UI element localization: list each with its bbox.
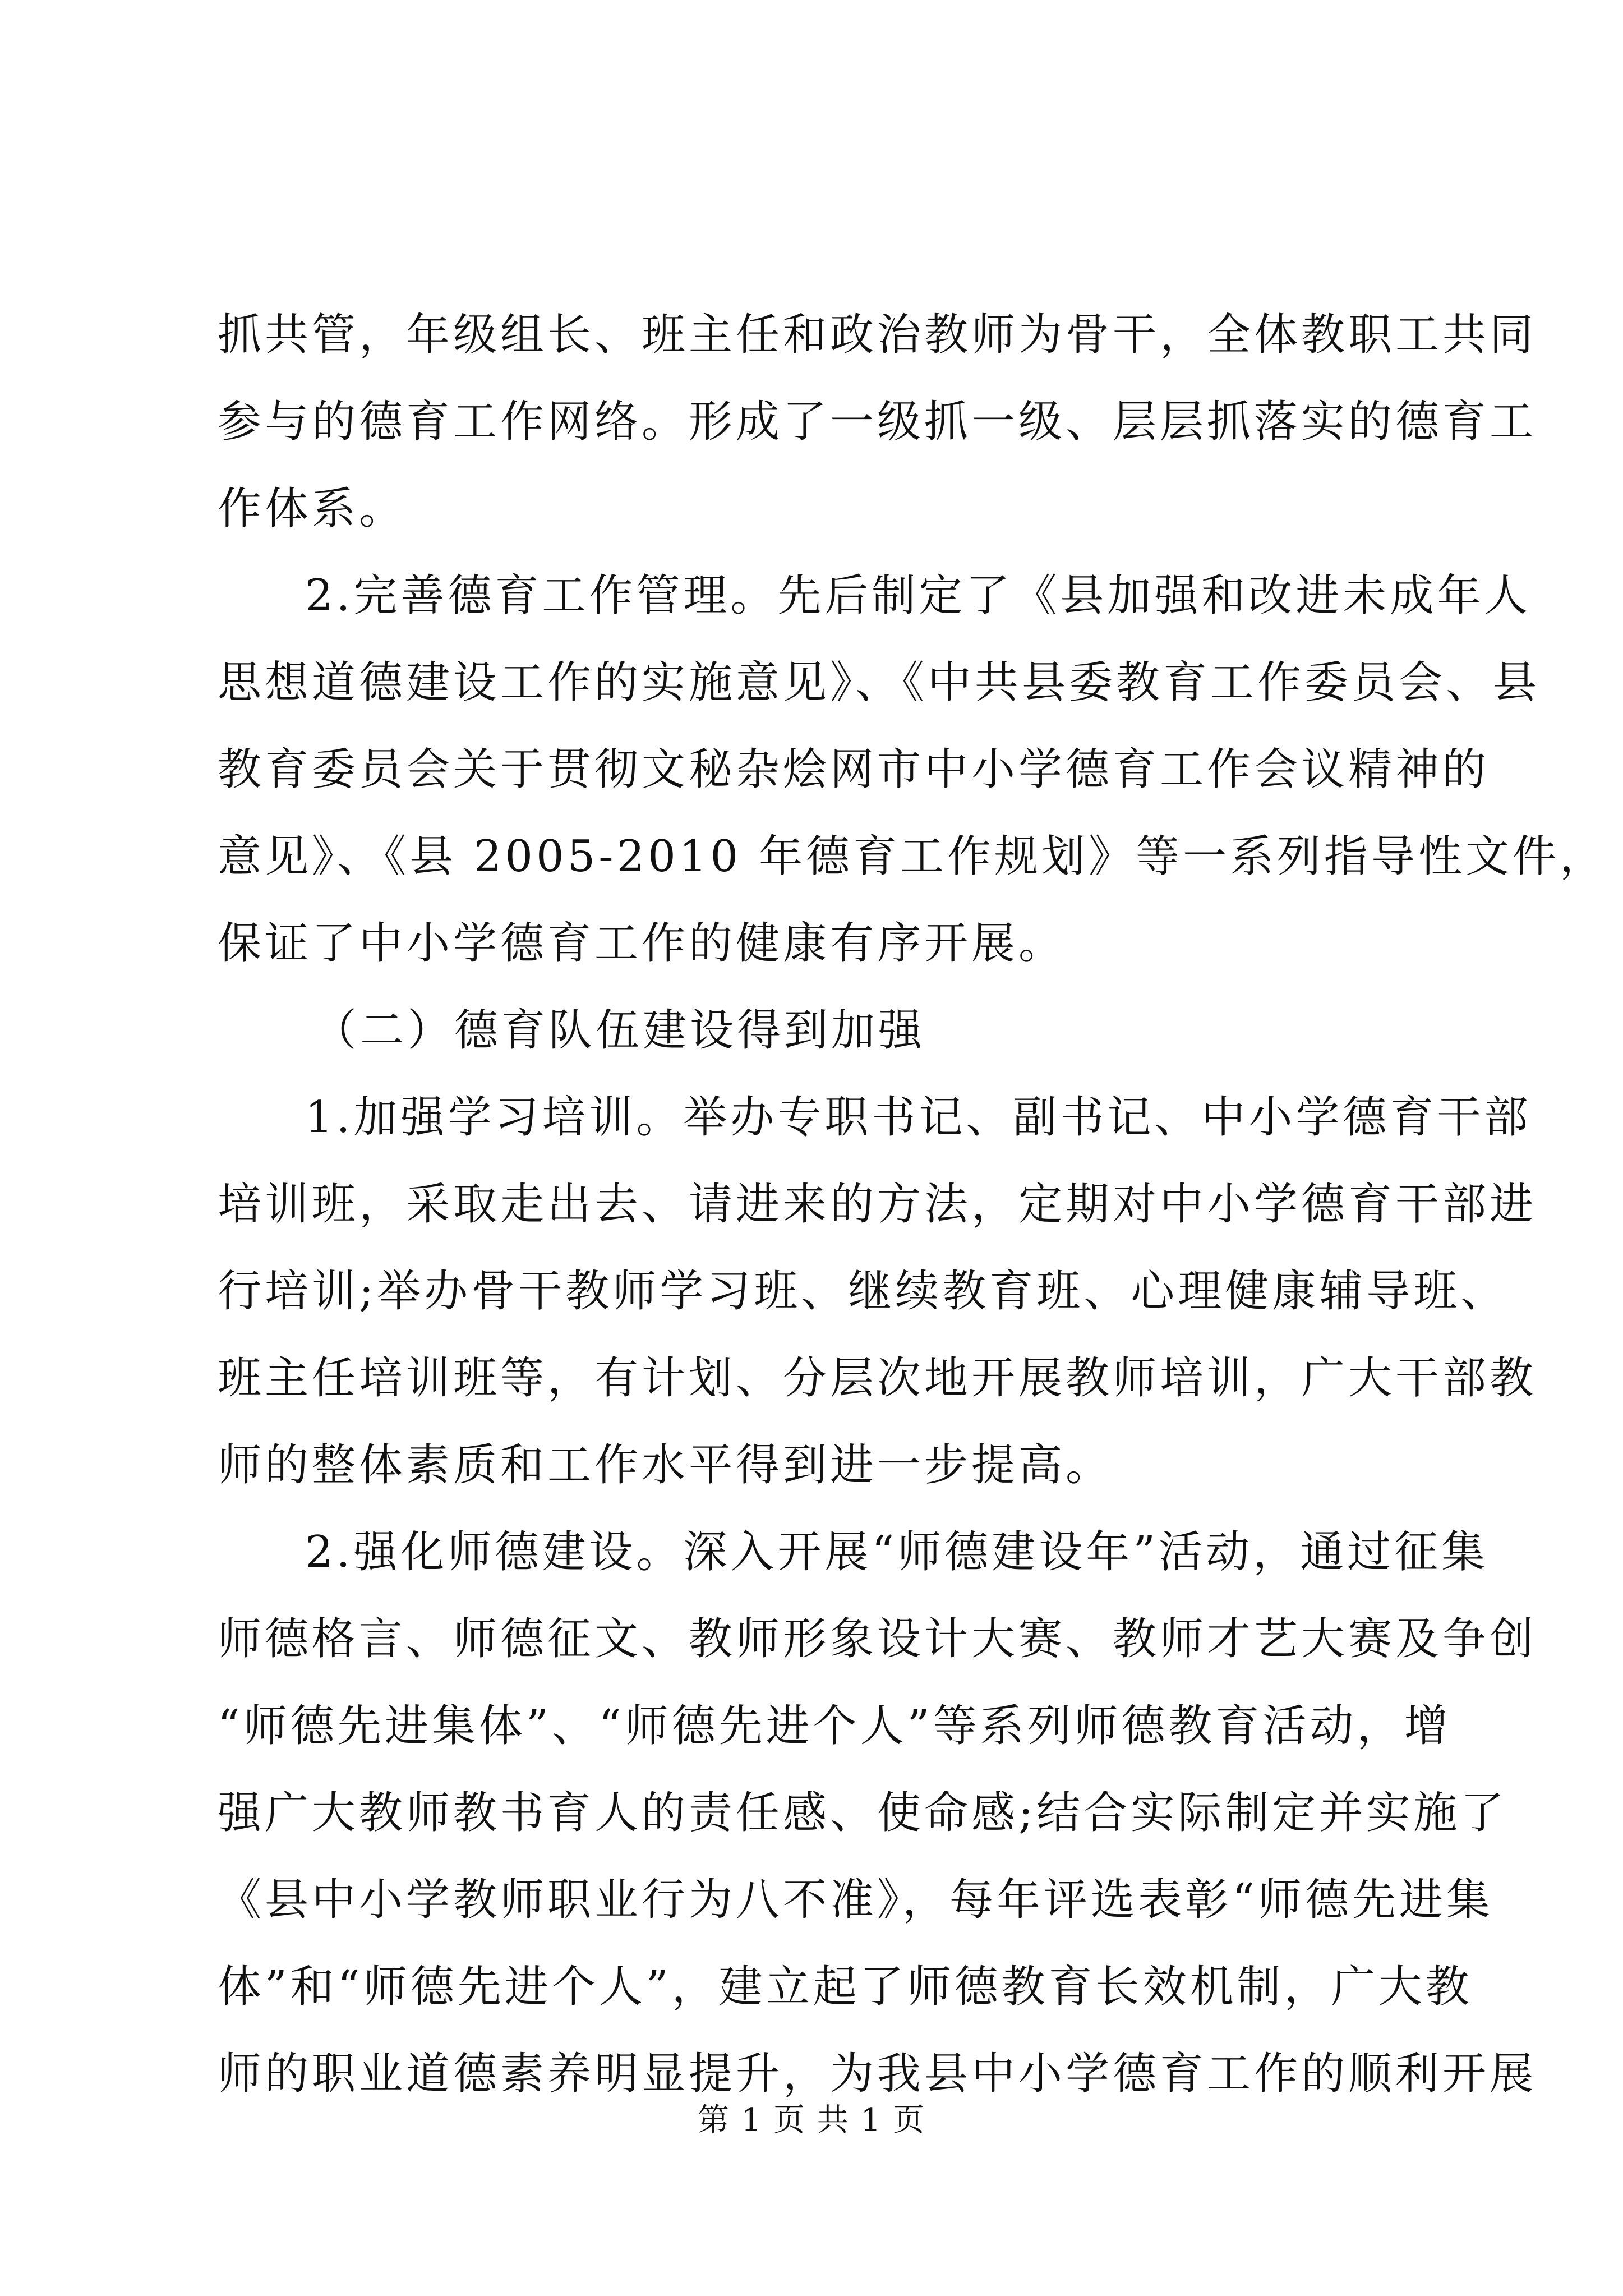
body-line-6: 教育委员会关于贯彻文秘杂烩网市中小学德育工作会议精神的	[218, 744, 1490, 795]
body-line-16: 师德格言、师德征文、教师形象设计大赛、教师才艺大赛及争创	[218, 1614, 1537, 1664]
body-line-15: 2.强化师德建设。深入开展“师德建设年”活动，通过征集	[305, 1527, 1489, 1577]
body-line-5: 思想道德建设工作的实施意见》、《中共县委教育工作委员会、县	[218, 657, 1541, 708]
body-line-20: 体”和“师德先进个人”，建立起了师德教育长效机制，广大教	[218, 1962, 1473, 2012]
body-line-13: 班主任培训班等，有计划、分层次地开展教师培训，广大干部教	[218, 1353, 1537, 1404]
body-line-18: 强广大教师教书育人的责任感、使命感;结合实际制定并实施了	[218, 1788, 1508, 1838]
body-line-8: 保证了中小学德育工作的健康有序开展。	[218, 918, 1066, 969]
body-line-14: 师的整体素质和工作水平得到进一步提高。	[218, 1440, 1113, 1490]
body-line-11: 培训班，采取走出去、请进来的方法，定期对中小学德育干部进	[218, 1179, 1537, 1230]
body-line-21: 师的职业道德素养明显提升，为我县中小学德育工作的顺利开展	[218, 2049, 1537, 2099]
body-line-7: 意见》、《县 2005-2010 年德育工作规划》等一系列指导性文件，	[218, 831, 1607, 882]
section-heading: （二）德育队伍建设得到加强	[313, 1005, 926, 1056]
body-line-10: 1.加强学习培训。举办专职书记、副书记、中小学德育干部	[305, 1092, 1532, 1143]
body-line-12: 行培训;举办骨干教师学习班、继续教育班、心理健康辅导班、	[218, 1266, 1508, 1317]
page-footer: 第 1 页 共 1 页	[697, 2102, 926, 2138]
body-line-2: 参与的德育工作网络。形成了一级抓一级、层层抓落实的德育工	[218, 397, 1537, 447]
body-line-19: 《县中小学教师职业行为八不准》，每年评选表彰“师德先进集	[218, 1875, 1493, 1925]
document-body	[218, 292, 1607, 2118]
body-line-17: “师德先进集体”、“师德先进个人”等系列师德教育活动，增	[218, 1701, 1451, 1751]
body-line-1: 抓共管，年级组长、班主任和政治教师为骨干，全体教职工共同	[218, 310, 1537, 360]
body-line-3: 作体系。	[218, 484, 407, 534]
body-line-4: 2.完善德育工作管理。先后制定了《县加强和改进未成年人	[305, 570, 1532, 621]
